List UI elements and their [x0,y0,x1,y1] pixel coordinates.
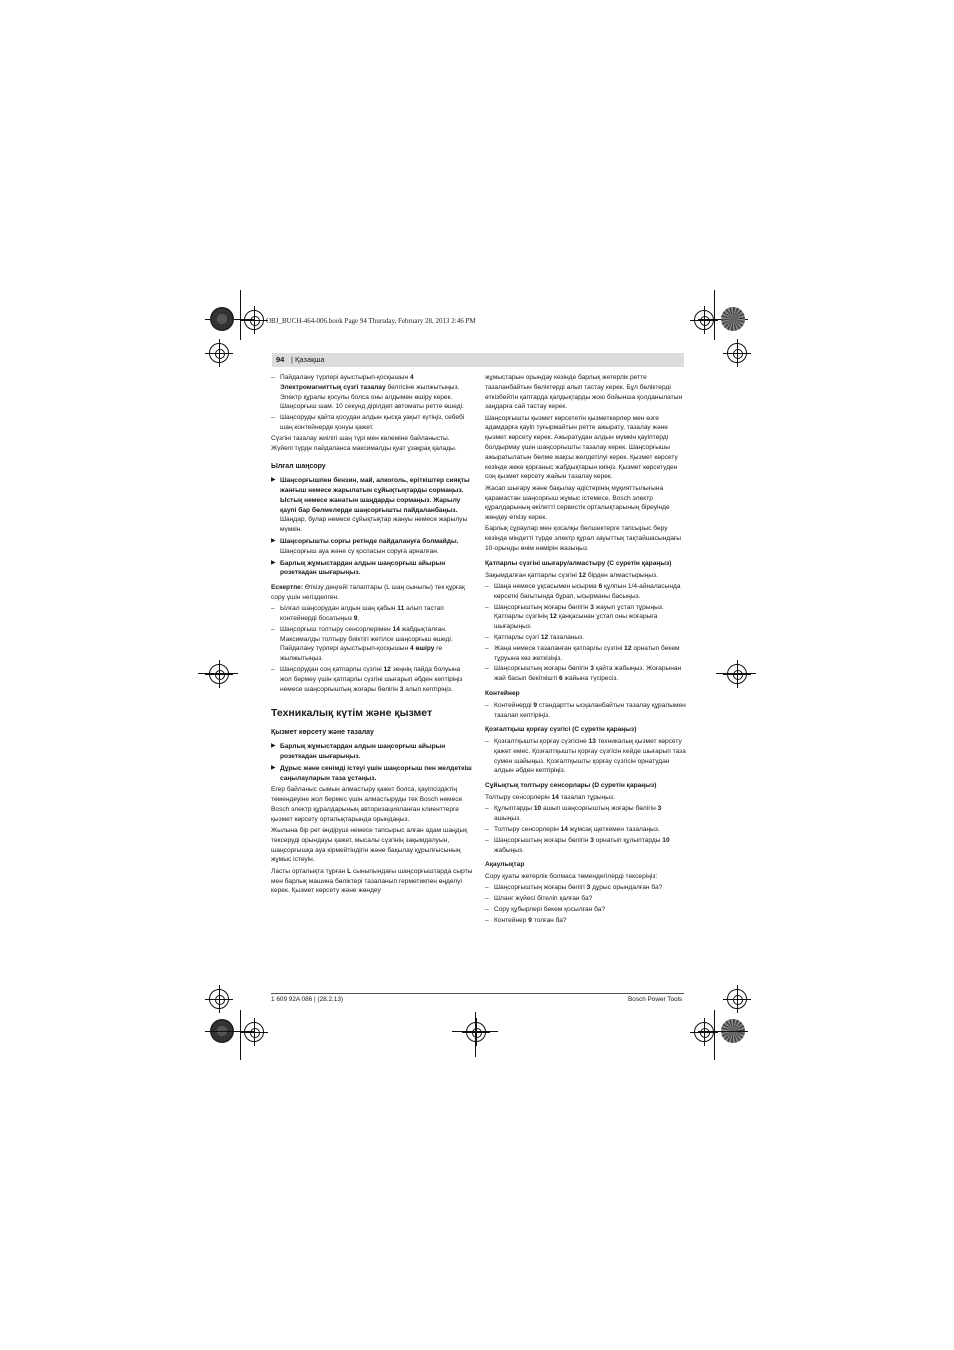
left-column [271,373,473,898]
text: 10 [662,836,670,844]
text: орнатып құлыптарды [593,836,663,844]
text: ашып шаңсорғыштың жоғары бөлігін [541,805,658,813]
warning-item [271,559,473,579]
text: Шаңсорғыштың жоғары бөлігін [494,836,591,844]
registration-mark-icon [727,989,747,1009]
text: Барлық жұмыстардан алдын шаңсорғыш айырын розеткадан шығарыңыз. [280,559,446,577]
text: жабдықталған. Максималды толтыру биіктігі жетілсе шаңсорғыш өшеді. Пайдалану түрлері ауыстырып-қосқышын [280,625,453,653]
text: 9 [533,701,538,709]
text: Жаңа немесе тазаланған қатпарлы сүзгіні [494,644,625,652]
text: Ылғал шаңсорудан алдын шаң қабын [280,605,398,613]
text: белгісіне жылжытыңыз. Электр құралы қосулы болса оны алдымен өшіру керек. [280,383,460,401]
text: Толтыру сенсорлерін [485,794,552,802]
text: 3 [590,665,594,673]
list-item [485,633,687,643]
text: 3 [590,836,594,844]
registration-mark-icon [209,989,229,1009]
text: Контейнер [494,916,529,924]
text: Толтыру сенсорлерін [494,825,561,833]
text: Пайдалану түрлері ауыстырып-қосқышын [280,374,410,381]
text: 12 [540,633,549,641]
text: ашыңыз. [494,815,521,823]
paragraph: Жасап шығару және бақылау әдістерінің мұқияттылығына қарамастан шаңсорғыш жұмыс істемесе, Bosch электр құралдарының өкілетті сервистік орталықтарының біреуінде жөндеу өткізу керек. [485,484,670,522]
list-item [485,644,687,664]
section-heading: Сұйықтық толтыру сенсорлары (D суретін қараңыз) [485,782,657,790]
text: Шаңсорғыш толтыру сенсорлерімен [280,625,393,633]
section-heading: Қызмет көрсету және тазалау [271,729,374,737]
paragraph: Сүзгіні тазалау жиілігі шаң түрі мен көлеміне байланысты. Жүйелі түрде пайдаланса максималды қуат ұзақрақ қалады. [271,434,457,452]
text: 3 [586,884,591,892]
text: 4 өшіру [409,645,435,653]
text: Шаңсорғыш ауа және су қоспасын соруға арналған. [280,547,439,555]
warning-item [271,764,473,784]
text: тазалап тұрыңыз. [558,794,615,802]
text: зеңнің пайда болуына жол бермеу үшін қатпарлы сүзгіні шығарып әбден кептіріңіз немесе шаңсорғыштың жоғары бөлігін [280,666,463,693]
list-item: – Шланг жүйесі бітеліп қалған ба? [485,894,687,904]
list-item [485,804,687,824]
crop-line [716,673,756,674]
list-item [485,916,687,926]
text: Шаңсорғыш шам. 10 секунд дірілдеп автоматы ретте өшеді. [280,403,464,411]
text: құлпын 1/4-айналасында көрсеткі бағытында бұрап, ысырманы басыңыз. [494,582,681,600]
text: Барлық жұмыстардан алдын шаңсорғыш айырын розеткадан шығарыңыз. [280,743,446,760]
text: ге жылжытыңыз. [280,645,443,663]
text: сыныпындағы шаңсорғыштарда сырты мен барлық машина бөліктері тазаланып герметикпен өңделуі керек. Қызмет көрсету және жөндеу [271,867,473,895]
language-label: Қазақша [295,355,325,364]
text: 12 [549,613,557,621]
note [271,583,473,603]
text: 14 [560,825,568,833]
color-target-icon [721,307,745,331]
paragraph: Сору қуаты жетерлік болмаса төмендегілерді тексеріңіз: [485,873,658,881]
registration-mark-icon [209,343,229,363]
paragraph [485,571,687,581]
paragraph: Шаңсорғышты қызмет көрсететін қызметкерлер мен өзге адамдарға қауіп туғырмайтын ретте ажырату, тазалау және қызмет көрсету керек. Ажыратудан алдын мүмкін қауіптерді болдырмау үшін шаңсорғышты тазалау керек. Шаңсорғышы ажыратылатын бөлме жақсы желдетілуі керек. Қызмет көрсету кезінде жеке қорғаныс жабдықтарын киіңіз. Қызмет көрсетуден соң қызмет көрсету жайын тазалау керек. [485,414,678,481]
paragraph [271,867,473,896]
text: Шаңсорудан соң қатпарлы сүзгіні [280,666,384,674]
paragraph: Егер байланыс сымын алмастыру қажет болса, қауіпсіздіктің төмендеуіне жол бермес үшін алмастыруды тек Bosch немесе Bosch электр құралдарының авторизацияланған клиенттерге қызмет көрсету орталықтарында орындаңыз. [271,786,463,823]
warning-item [271,537,473,557]
footer-doc-number: 1 609 92A 086 | (28.2.13) [271,996,344,1003]
text: 3 [590,603,594,611]
text: L [347,867,352,875]
text: Зақымдалған қатпарлы сүзгіні [485,571,579,579]
color-target-icon [210,307,234,331]
list-item [485,603,687,632]
text: Ласты орталықта тұрған [271,867,348,875]
paragraph [485,793,687,803]
list-item: – Сору құбырлері бекем қосылған ба? [485,905,687,915]
text: дұрыс орындалған ба? [590,884,663,892]
text: бірден алмастырыңыз. [586,571,659,579]
text: Дұрыс және сенімді істеуі үшін шаңсорғыш пен желдеткіш саңылауларын таза ұстаңыз. [280,764,472,782]
text: орнатып бекем тұруына көз жеткізіңіз. [494,644,680,662]
list-item [271,604,473,624]
right-column [485,373,687,927]
text: Шаңсорғышты сорғы ретінде пайдалануға болмайды. [280,537,459,545]
warning-item [271,476,473,535]
paragraph: жұмыстарын орындау кезінде барлық жетерлік ретте тазаланбайтын бөліктерді алып тастау керек. Бұл бөліктерді өткізбейтін қаптарда қалдықтарды жою бойынша қолданылатын заңдарға сай тастау керек. [485,374,683,411]
page-number: 94 [276,355,285,364]
text: тазаланыз. [548,633,584,641]
registration-mark-icon [694,1022,714,1042]
text: 12 [578,571,587,579]
note-label: Ескертпе: [271,584,304,592]
text: жайына түсіресіз. [562,675,619,683]
text: 9 [528,916,532,924]
text: алып кептіріңіз. [403,685,453,693]
section-heading: Қозғалтқыш қорғау сүзгісі (С суретін қараңыз) [485,726,637,734]
text: жұмсақ щеткемен тазалаңыз. [567,825,660,833]
list-item [271,373,473,412]
text: 9 [353,615,358,623]
crop-line [452,1031,498,1032]
page-language: | Қазақша [291,355,325,364]
text: Шаңсорғыштың жоғары бөлігін [494,603,591,611]
crop-line [240,1010,241,1060]
crop-line [714,290,715,340]
list-item [485,825,687,835]
registration-mark-icon [727,664,747,684]
text: қанқасынан ұстап оны жоғарыға шығарыңыз. [494,613,658,631]
section-heading: Контейнер [485,689,520,697]
text: Шаңдар, булар немесе сұйықтықтар жануы немесе жарылуы мүмкін. [280,516,468,534]
text: Контейнерді [494,701,534,709]
text: 14 [392,625,400,633]
text: стандартты ысқаланбайтын тазалау құралымен тазалап кептіріңіз. [494,701,686,719]
crop-line [205,1031,255,1032]
page-header-bar [272,353,684,367]
paragraph: Барлық сұраулар мен қосалқы бөлшектерге тапсырыс беру кезінде міндетті түрде электр құрал зауыттық тақтайшасындағы 10-орынды өнім нөмірін жазыңыз. [485,525,682,553]
text: Қозғалтқышты қорғау сүзгісіне [494,738,589,746]
text: Шаңсорғыштың жоғары бөлігі [494,884,587,892]
text: алып тастап контейнерді босатыңыз [280,605,444,623]
text: Шаңсорғышпен бензин, май, алкоголь, еріткіштер сияқты жанғыш немесе жарылатын сұйықтықтарды сормаңыз. Ыстық немесе жанатын шаңдарды сормаңыз. Жарылу қаупі бар бөлмелерде шаңсорғышты пайдаланбаңыз. [280,477,470,514]
list-item: – Шаңсоруды қайта қосудан алдын қысқа уақыт күтіңіз, себебі шаң контейнерде қонуы қажет. [271,413,473,433]
text: 4 Электромагниттық сүзгі тазалау [280,374,414,391]
text: 12 [624,644,632,652]
text: жауып ұстап тұрыңыз. Қатпарлы сүзгінің [494,603,664,621]
section-heading: Ақаулықтар [485,861,525,869]
list-item [485,701,687,721]
registration-mark-icon [209,664,229,684]
list-item [485,582,687,602]
text: . [357,615,360,623]
crop-line [698,1031,748,1032]
text: Өткізу деңгейі талаптары (L шаң сыныпы) тек құрғақ сору үшін негізделген. [271,584,465,601]
footer-divider [271,993,684,994]
list-item [485,664,687,684]
warning-item [271,742,473,762]
paragraph: Жылына бір рет өндірушi немесе тапсырыс алған адам шаңдық тексеруді орындауы қажет, мысалы сүзгінің зақымдалуын, шаңсорғышқа ауа кірмейтіндігін және бақылау құрылғысының жұмыс істеуін. [271,827,468,864]
list-item [485,883,687,893]
list-item [485,737,687,776]
registration-mark-icon [694,310,714,330]
crop-line [198,673,238,674]
crop-line [240,290,241,340]
text: техникалық қызмет көрсету қажет емес. Қозғалтқышты қорғау сүзгісін кейде шығарып таза сумен шайыңыз. Қозғалтқышты қорғау сүзгісін орнатудан алдын әбден кептіріңіз. [494,738,686,775]
text: 14 [551,794,559,802]
text: толған ба? [531,916,567,924]
registration-mark-icon [727,343,747,363]
section-heading: Ылғал шаңсору [271,463,326,471]
text: Шаңсорғыштың жоғары бөлігін [494,665,591,673]
list-item [271,665,473,694]
text: 3 [657,805,662,813]
text: жабыңыз. [494,846,524,854]
text: 6 [559,675,563,683]
chapter-heading: Техникалық күтім және қызмет [271,707,433,720]
crop-line [475,1012,476,1057]
print-slug: OBJ_BUCH-464-006.book Page 94 Thursday, February 28, 2013 2:46 PM [266,317,476,325]
registration-mark-icon [244,1022,264,1042]
footer-brand: Bosch Power Tools [628,996,683,1003]
text: 12 [383,666,391,674]
crop-line [714,1010,715,1060]
text: Шаңа немесе ұқсасымен ысырма [494,582,599,590]
text: 6 [598,582,603,590]
text: Құлыптарды [494,805,534,813]
list-item [271,625,473,664]
text: 3 [399,685,404,693]
text: 11 [397,605,405,613]
text: Қатпарлы сүзгі [494,633,541,641]
text: 10 [533,805,542,813]
registration-mark-icon [466,1022,486,1042]
registration-mark-icon [244,310,264,330]
list-item [485,836,687,856]
section-heading: Қатпарлы сүзгіні шығару/алмастыру (С суретін қараңыз) [485,559,672,567]
text: қайта жабыңыз. Жоғарынан жай басып бекіткішті [494,665,682,683]
text: 13 [588,738,596,746]
